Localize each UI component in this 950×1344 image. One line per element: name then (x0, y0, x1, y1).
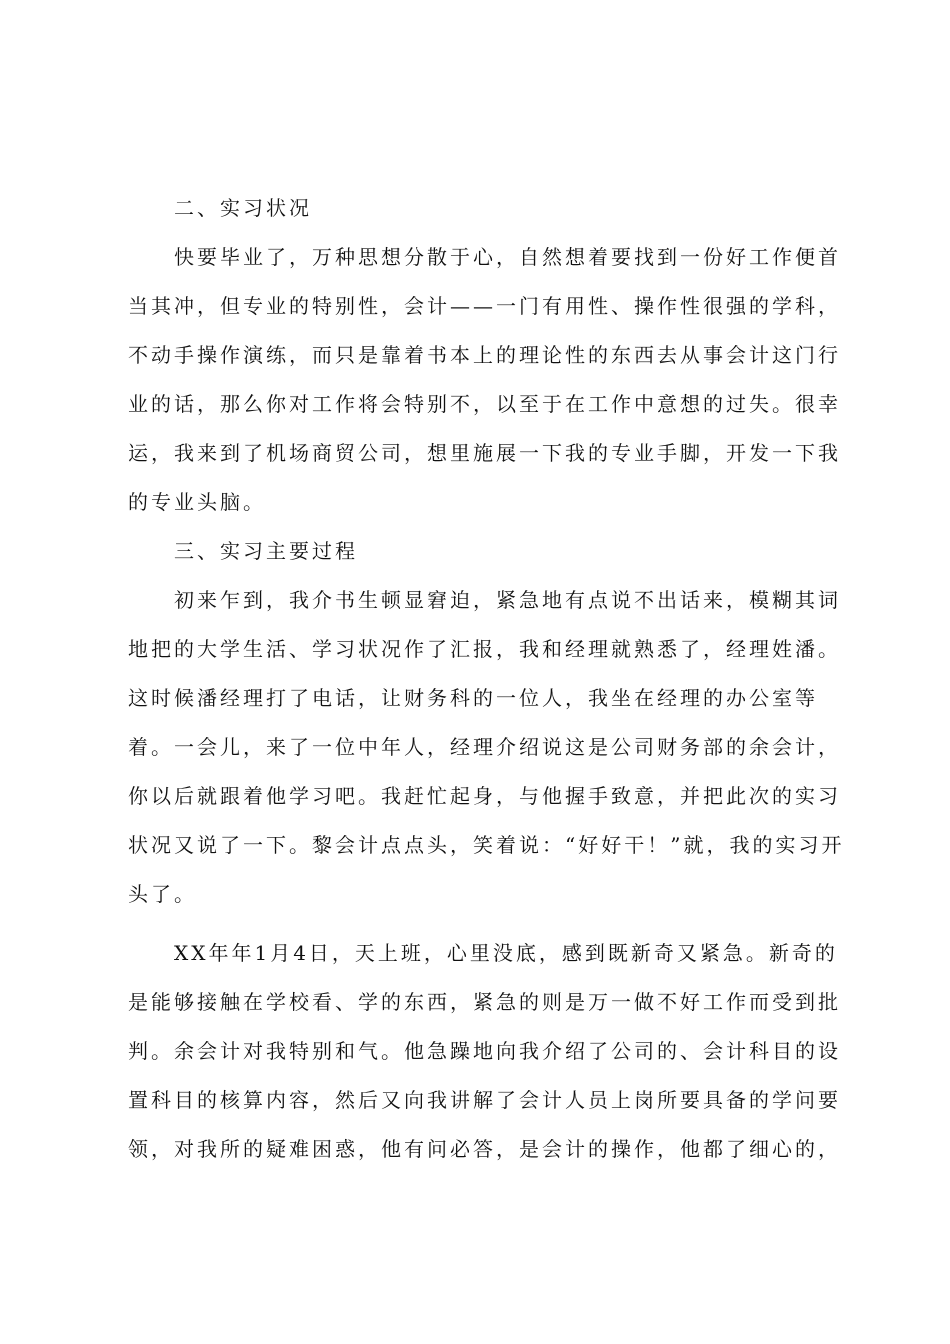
paragraph-line: 是能够接触在学校看、学的东西，紧急的则是万一做不好工作而受到批 (128, 990, 841, 1014)
paragraph-line: 判。余会计对我特别和气。他急躁地向我介绍了公司的、会计科目的设 (128, 1039, 841, 1063)
paragraph-line: 状况又说了一下。黎会计点点头，笑着说：“好好干！”就，我的实习开 (128, 833, 845, 857)
paragraph-line: 运，我来到了机场商贸公司，想里施展一下我的专业手脚，开发一下我 (128, 441, 841, 465)
paragraph-line: 这时候潘经理打了电话，让财务科的一位人，我坐在经理的办公室等 (128, 686, 818, 710)
paragraph-line: XX年年1月4日，天上班，心里没底，感到既新奇又紧急。新奇的 (174, 941, 838, 965)
paragraph-line: 着。一会儿，来了一位中年人，经理介绍说这是公司财务部的余会计， (128, 735, 841, 759)
paragraph-line: 地把的大学生活、学习状况作了汇报，我和经理就熟悉了，经理姓潘。 (128, 637, 841, 661)
paragraph-line: 当其冲，但专业的特别性，会计——一门有用性、操作性很强的学科， (128, 294, 841, 318)
section-heading-main-process: 三、实习主要过程 (174, 539, 358, 563)
paragraph-line: 业的话，那么你对工作将会特别不，以至于在工作中意想的过失。很幸 (128, 392, 841, 416)
paragraph-line: 不动手操作演练，而只是靠着书本上的理论性的东西去从事会计这门行 (128, 343, 841, 367)
section-heading-internship-status: 二、实习状况 (174, 196, 312, 220)
paragraph-line: 快要毕业了，万种思想分散于心，自然想着要找到一份好工作便首 (174, 245, 841, 269)
paragraph-line: 的专业头脑。 (128, 490, 266, 514)
paragraph-line: 领，对我所的疑难困惑，他有问必答，是会计的操作，他都了细心的， (128, 1137, 841, 1161)
paragraph-line: 你以后就跟着他学习吧。我赶忙起身，与他握手致意，并把此次的实习 (128, 784, 841, 808)
paragraph-line: 初来乍到，我介书生顿显窘迫，紧急地有点说不出话来，模糊其词 (174, 588, 841, 612)
paragraph-line: 置科目的核算内容，然后又向我讲解了会计人员上岗所要具备的学问要 (128, 1088, 841, 1112)
paragraph-line: 头了。 (128, 882, 197, 906)
